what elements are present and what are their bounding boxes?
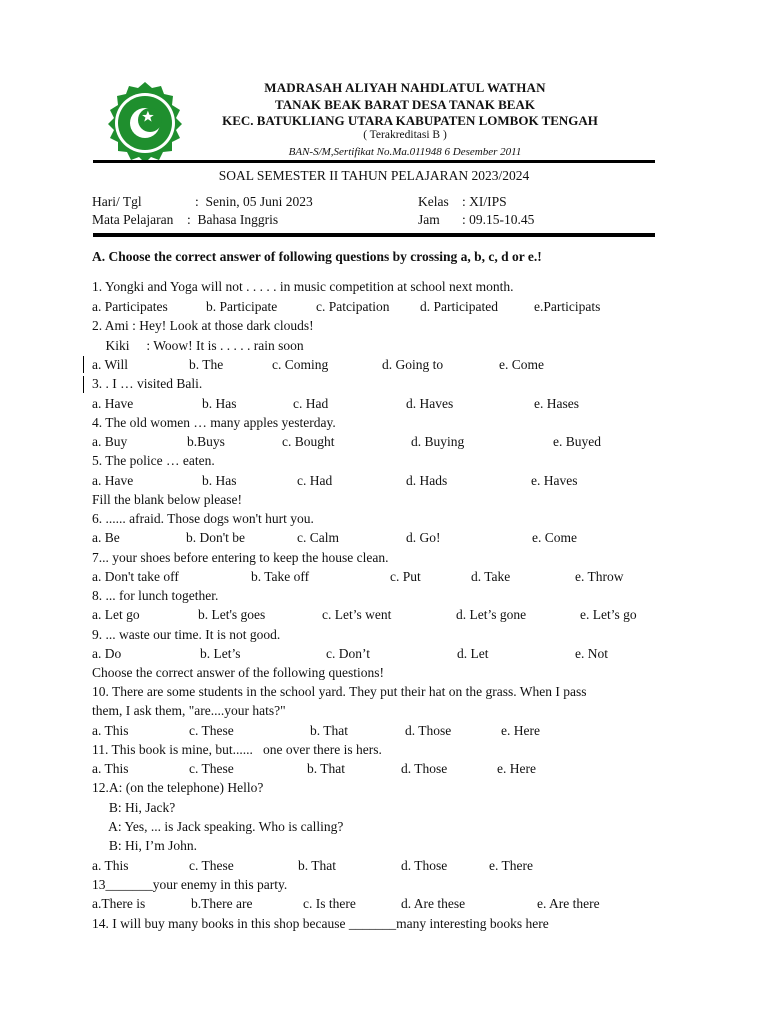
option: d. Buying <box>411 434 465 449</box>
option: b. That <box>307 761 345 776</box>
option: c. These <box>189 858 234 873</box>
time-label: Jam <box>418 212 440 227</box>
option: c. These <box>189 761 234 776</box>
option: d. Let <box>457 646 489 661</box>
option: e. Haves <box>531 473 578 488</box>
option: b. The <box>189 357 224 372</box>
option: c. These <box>189 723 234 738</box>
option: b.There are <box>191 896 253 911</box>
option: d. Those <box>405 723 452 738</box>
text-cursor <box>83 376 84 393</box>
option: c. Don’t <box>326 646 370 661</box>
option: b. Don't be <box>186 530 246 545</box>
subject-label: Mata Pelajaran <box>92 212 174 227</box>
option: a. Be <box>92 530 120 545</box>
day-value: : Senin, 05 Juni 2023 <box>195 194 313 209</box>
question-7: 7... your shoes before entering to keep the house clean. <box>92 550 389 565</box>
text-cursor <box>83 356 84 373</box>
section-heading: Fill the blank below please! <box>92 492 242 507</box>
option: e. Let’s go <box>580 607 637 622</box>
section-heading: Choose the correct answer of the following questions! <box>92 665 385 680</box>
option: a. Have <box>92 396 134 411</box>
option: e. Are there <box>537 896 600 911</box>
question-12-dialog: A: Yes, ... is Jack speaking. Who is calling? <box>92 819 344 834</box>
option: b. Let's goes <box>198 607 266 622</box>
question-14: 14. I will buy many books in this shop because _______many interesting books here <box>92 916 549 931</box>
option: c. Calm <box>297 530 339 545</box>
question-10: 10. There are some students in the school yard. They put their hat on the grass. When I pass <box>92 684 587 699</box>
question-3: 3. . I … visited Bali. <box>92 376 203 391</box>
option: a. This <box>92 723 129 738</box>
exam-title: SOAL SEMESTER II TAHUN PELAJARAN 2023/2024 <box>218 168 530 183</box>
option: d. Take <box>471 569 511 584</box>
option: d. Let’s gone <box>456 607 527 622</box>
option: e. Buyed <box>553 434 601 449</box>
option: c. Coming <box>272 357 329 372</box>
option: d. Go! <box>406 530 441 545</box>
question-13: 13_______your enemy in this party. <box>92 877 288 892</box>
option: b. Participate <box>206 299 278 314</box>
class-value: : XI/IPS <box>462 194 507 209</box>
option: b. That <box>298 858 336 873</box>
option: d. Participated <box>420 299 498 314</box>
option: b. Has <box>202 473 237 488</box>
question-9: 9. ... waste our time. It is not good. <box>92 627 281 642</box>
certificate: BAN-S/M,Sertifikat No.Ma.011948 6 Desember 2011 <box>288 146 522 158</box>
option: c. Let’s went <box>322 607 392 622</box>
question-12-dialog: B: Hi, Jack? <box>92 800 176 815</box>
subject-value: : Bahasa Inggris <box>187 212 279 227</box>
option: a.There is <box>92 896 146 911</box>
option: a. This <box>92 858 129 873</box>
option: c. Is there <box>303 896 356 911</box>
question-2: 2. Ami : Hey! Look at those dark clouds! <box>92 318 314 333</box>
option: b. Let’s <box>200 646 241 661</box>
question-2-dialog: Kiki : Woow! It is . . . . . rain soon <box>92 338 304 353</box>
option: a. Do <box>92 646 122 661</box>
option: a. Participates <box>92 299 168 314</box>
instruction: A. Choose the correct answer of following questions by crossing a, b, c, d or e.! <box>92 249 542 264</box>
option: e. Here <box>497 761 536 776</box>
question-6: 6. ...... afraid. Those dogs won't hurt you. <box>92 511 314 526</box>
option: e. Hases <box>534 396 579 411</box>
question-11: 11. This book is mine, but...... one over there is hers. <box>92 742 382 757</box>
question-1: 1. Yongki and Yoga will not . . . . . in music competition at school next month. <box>92 279 514 294</box>
option: b. That <box>310 723 348 738</box>
question-12-dialog: B: Hi, I’m John. <box>92 838 198 853</box>
school-village: TANAK BEAK BARAT DESA TANAK BEAK <box>275 97 535 112</box>
option: c. Had <box>293 396 329 411</box>
option: e. Not <box>575 646 608 661</box>
option: d. Those <box>401 858 448 873</box>
option: a. Buy <box>92 434 128 449</box>
option: e. Throw <box>575 569 624 584</box>
header-rule <box>93 160 655 163</box>
option: c. Put <box>390 569 421 584</box>
option: d. Those <box>401 761 448 776</box>
day-label: Hari/ Tgl <box>92 194 142 209</box>
option: e. There <box>489 858 533 873</box>
question-10-cont: them, I ask them, "are....your hats?" <box>92 703 286 718</box>
option: b. Has <box>202 396 237 411</box>
option: d. Going to <box>382 357 444 372</box>
option: e. Come <box>532 530 577 545</box>
school-name: MADRASAH ALIYAH NAHDLATUL WATHAN <box>264 80 546 95</box>
option: b. Take off <box>251 569 310 584</box>
school-logo <box>92 78 198 166</box>
option: a. Have <box>92 473 134 488</box>
option: a. Let go <box>92 607 140 622</box>
question-8: 8. ... for lunch together. <box>92 588 219 603</box>
option: d. Hads <box>406 473 448 488</box>
option: d. Are these <box>401 896 466 911</box>
option: e. Come <box>499 357 544 372</box>
option: a. Will <box>92 357 128 372</box>
class-label: Kelas <box>418 194 449 209</box>
option: c. Had <box>297 473 333 488</box>
school-district: KEC. BATUKLIANG UTARA KABUPATEN LOMBOK TENGAH <box>222 113 598 128</box>
question-12: 12.A: (on the telephone) Hello? <box>92 780 264 795</box>
meta-rule <box>93 233 655 237</box>
crescent-star-icon <box>108 82 182 163</box>
question-5: 5. The police … eaten. <box>92 453 215 468</box>
option: c. Patcipation <box>316 299 390 314</box>
time-value: : 09.15-10.45 <box>462 212 535 227</box>
option: e. Here <box>501 723 540 738</box>
accreditation: ( Terakreditasi B ) <box>363 129 447 141</box>
option: c. Bought <box>282 434 335 449</box>
option: b.Buys <box>187 434 225 449</box>
option: d. Haves <box>406 396 454 411</box>
option: a. Don't take off <box>92 569 179 584</box>
option: a. This <box>92 761 129 776</box>
question-4: 4. The old women … many apples yesterday. <box>92 415 336 430</box>
option: e.Participats <box>534 299 601 314</box>
